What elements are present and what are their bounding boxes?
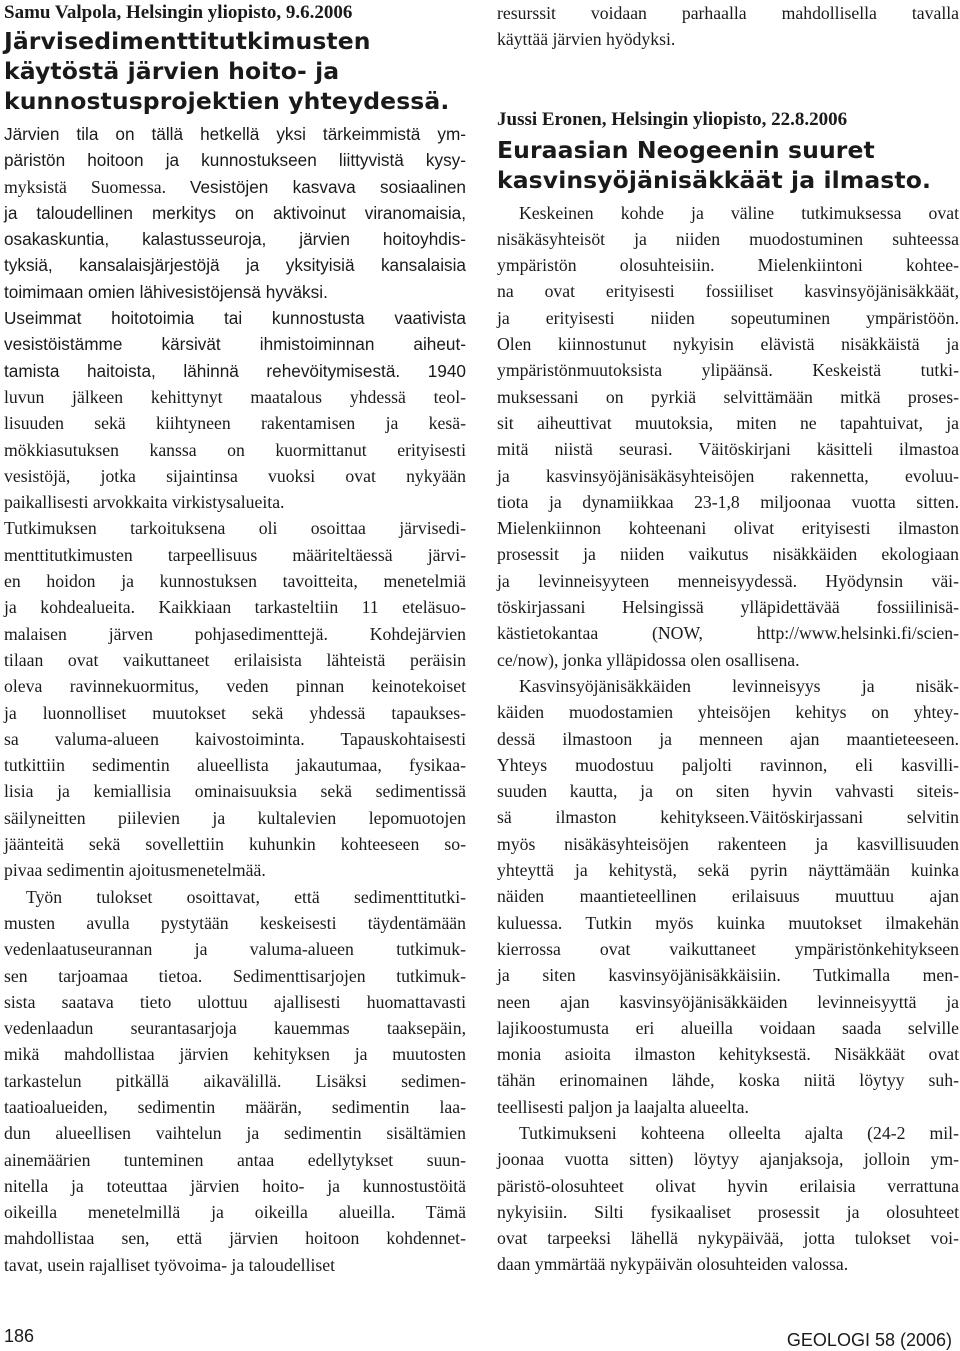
text-line: mitä niistä seurasi. Väitöskirjani käsitteli ilmastoa — [497, 439, 959, 460]
text-line: kierrossa ovat vaikuttaneet ympäristönkehitykseen — [497, 938, 959, 959]
text-line: daan ymmärtää nykypäivän olosuhteiden valossa. — [497, 1254, 849, 1275]
text-line: suuden kautta, ja on siten hyvin vahvasti siteis- — [497, 781, 959, 802]
text-line: lisia ja kemiallisia ominaisuuksia sekä sedimentissä — [4, 781, 466, 802]
text-line: tähän erinomainen lähde, koska niitä löytyy suh- — [497, 1070, 959, 1091]
text-line: taatioalueiden, sedimentin määrän, sedimentin laa- — [4, 1096, 466, 1117]
left-title-line: käytöstä järvien hoito- ja — [4, 57, 340, 85]
text-line: en hoidon ja kunnostuksen tavoitteita, menetelmiä — [4, 571, 466, 592]
right-article-byline: Jussi Eronen, Helsingin yliopisto, 22.8.2006 — [497, 108, 848, 130]
text-line: monia asioita ilmaston kehityksestä. Nisäkkäät ovat — [497, 1044, 959, 1065]
text-line: mökkiasutuksen kanssa on kuormittanut erityisesti — [4, 439, 466, 460]
text-line: teellisesti paljon ja laajalta alueelta. — [497, 1096, 749, 1117]
text-line: luvun jälkeen kehittynyt maatalous yhdessä teol- — [4, 386, 466, 407]
right-article-body — [497, 200, 959, 1278]
left-title-line: kunnostusprojektien yhteydessä. — [4, 87, 450, 115]
right-column — [497, 0, 959, 1278]
text-line: käiden muodostamien yhteisöjen kehitys on yhtey- — [497, 702, 959, 723]
text-line: Tutkimuksen tarkoituksena oli osoittaa järvisedi- — [4, 518, 466, 539]
text-line: ympäristönmuutoksista ylipäänsä. Keskeistä tutki- — [497, 360, 959, 381]
text-line: säilyneitten piilevien ja kultalevien lepomuotojen — [4, 807, 466, 828]
body-paragraph — [4, 121, 466, 305]
body-paragraph — [4, 515, 466, 883]
section-spacer — [497, 53, 959, 107]
text-line: lisuuden sekä kiihtyneen rakentamisen ja kesä- — [4, 413, 466, 434]
text-line: na ovat erityisesti fossiiliset kasvinsyöjänisäkkäät, — [497, 281, 959, 302]
text-line: nykyisiin. Silti fysikaaliset prosessit ja olosuhteet — [497, 1201, 959, 1222]
text-line: toimimaan omien lähivesistöjensä hyväksi. — [4, 281, 328, 302]
text-line: Kasvinsyöjänisäkkäiden levinneisyys ja nisäk- — [519, 675, 959, 696]
text-line: tiota ja dynamiikkaa 23-1,8 miljoonaa vuotta sitten. — [497, 491, 959, 512]
text-line: lajikoostumusta eri alueilla voidaan saada selville — [497, 1017, 959, 1038]
text-line: paikallisesti arvokkaita virkistysalueita. — [4, 492, 285, 513]
text-line: vedenlaadun seurantasarjoja kauemmas taaksepäin, — [4, 1018, 466, 1039]
text-line: vesistöjä, jotka sijaintinsa vuoksi ovat nykyään — [4, 465, 466, 486]
text-line: Useimmat hoitotoimia tai kunnostusta vaativista — [4, 308, 466, 329]
text-line: ja erityisesti niiden sopeutuminen ympäristöön. — [497, 307, 959, 328]
text-line: nisäkäsyhteisöt ja niiden muodostuminen suhteessa — [497, 228, 959, 249]
text-line: käyttää järvien hyödyksi. — [497, 29, 676, 50]
text-line: Yhteys muodostuu paljolti ravinnon, eli kasvilli- — [497, 754, 959, 775]
text-line: tarkastelun pitkällä aikavälillä. Lisäksi sedimen- — [4, 1070, 466, 1091]
right-title-line: kasvinsyöjänisäkkäät ja ilmasto. — [497, 165, 932, 194]
text-line: ympäristön olosuhteisiin. Mielenkiintoni kohtee- — [497, 255, 959, 276]
text-line: prosessit ja niiden vaikutus nisäkkäiden ekologiaan — [497, 544, 959, 565]
text-line: oikeilla menetelmillä ja oikeilla alueilla. Tämä — [4, 1202, 466, 1223]
text-line: dessä ilmastoon ja menneen ajan maantieteeseen. — [497, 728, 959, 749]
text-line: kuluessa. Tutkin myös kuinka muutokset ilmakehän — [497, 912, 959, 933]
text-line: tilaan ovat vaikuttaneet erilaisista lähteistä peräisin — [4, 649, 466, 670]
text-line: oleva ravinnekuormitus, veden pinnan keinotekoiset — [4, 676, 466, 697]
body-paragraph — [497, 1120, 959, 1278]
text-line: Työn tulokset osoittavat, että sedimenttitutki- — [26, 886, 466, 907]
text-line: vedenlaatuseurannan ja valuma-alueen tutkimuk- — [4, 939, 466, 960]
body-paragraph — [4, 305, 466, 515]
text-line: ja kohdealueita. Kaikkiaan tarkasteltiin 11 eteläsuo- — [4, 597, 466, 618]
left-column — [4, 0, 466, 1278]
text-line: Mielenkiinnon kohteenani olivat erityisesti ilmaston — [497, 518, 959, 539]
text-line: päristön hoitoon ja kunnostukseen liittyvistä kysy- — [4, 150, 466, 171]
text-line: ovat tarpeeksi lähellä nykypäivää, jotta tulokset voi- — [497, 1228, 959, 1249]
text-line: dun alueellisen vaihtelun ja sedimentin sisältämien — [4, 1123, 466, 1144]
text-line: myksistä Suomessa. Vesistöjen kasvava sosiaalinen — [4, 176, 466, 197]
text-line: sä ilmaston kehitykseen.Väitöskirjassani selvitin — [497, 807, 959, 828]
text-line: myös nisäkäsyhteisöjen rakenteen ja kasvillisuuden — [497, 833, 959, 854]
text-line: päristö-olosuhteet olivat hyvin erilaisia verrattuna — [497, 1175, 959, 1196]
right-article-title — [497, 135, 959, 195]
right-continuation-paragraph — [497, 0, 959, 53]
text-line: Keskeinen kohde ja väline tutkimuksessa ovat — [519, 202, 959, 223]
text-line: sen tarjoamaa tietoa. Sedimenttisarjojen tutkimuk- — [4, 965, 466, 986]
text-line: musten avulla pystytään keskeisesti täydentämään — [4, 912, 466, 933]
text-line: sa valuma-alueen kaivostoiminta. Tapauskohtaisesti — [4, 728, 466, 749]
text-line: ja levinneisyyteen menneisyydessä. Hyödynsin väi- — [497, 570, 959, 591]
text-line: vesistöistämme kärsivät ihmistoiminnan aiheut- — [4, 334, 466, 355]
left-article-title — [4, 26, 466, 116]
text-line: kästietokantaa (NOW, http://www.helsinki.fi/scien- — [497, 623, 959, 644]
text-line: tamista haitoista, lähinnä rehevöitymisestä. 1940 — [4, 360, 466, 381]
text-line: ainemäärien tunteminen antaa edellytykset suun- — [4, 1149, 466, 1170]
left-article-body — [4, 121, 466, 1278]
page-number: 186 — [4, 1326, 35, 1346]
text-line: sit aiheuttivat muutoksia, miten ne tapahtuivat, ja — [497, 412, 959, 433]
text-line: Järvien tila on tällä hetkellä yksi tärkeimmistä ym- — [4, 124, 466, 144]
text-line: sista saatava tieto ulottuu ajallisesti huomattavasti — [4, 991, 466, 1012]
text-line: ce/now), jonka ylläpidossa olen osallisena. — [497, 649, 800, 670]
text-line: yhteyttä ja kehitystä, sekä pyrin näyttämään kuinka — [497, 860, 959, 881]
text-line: nitella ja toteuttaa järvien hoito- ja kunnostustöitä — [4, 1175, 466, 1196]
body-paragraph — [497, 200, 959, 673]
text-line: ja siten kasvinsyöjänisäkkäisiin. Tutkimalla men- — [497, 965, 959, 986]
text-line: ja luonnolliset muutokset sekä yhdessä tapaukses- — [4, 702, 466, 723]
body-paragraph — [4, 884, 466, 1278]
text-line: ja taloudellinen merkitys on aktivoinut viranomaisia, — [4, 202, 466, 223]
text-line: muksessani on pyrkiä selvittämään mitkä proses- — [497, 386, 959, 407]
left-article-byline: Samu Valpola, Helsingin yliopisto, 9.6.2006 — [4, 2, 353, 23]
journal-name: GEOLOGI 58 (2006) — [786, 1330, 952, 1350]
text-line: Tutkimukseni kohteena olleelta ajalta (24-2 mil- — [519, 1122, 959, 1143]
text-line: resurssit voidaan parhaalla mahdollisella tavalla — [497, 3, 959, 23]
text-line: jäänteitä sekä sovellettiin kuhunkin kohteeseen so- — [4, 834, 466, 855]
text-line: tavat, usein rajalliset työvoima- ja taloudelliset — [4, 1254, 336, 1275]
text-line: mahdollistaa sen, että järvien hoitoon kohdennet- — [4, 1228, 466, 1249]
text-line: menttitutkimusten tarpeellisuus määriteltäessä järvi- — [4, 544, 466, 565]
text-line: töskirjassani Helsingissä ylläpidettävää fossiilinisä- — [497, 597, 959, 618]
text-line: Olen kiinnostunut nykyisin elävistä nisäkkäistä ja — [497, 334, 959, 355]
text-line: osakaskuntia, kalastusseuroja, järvien hoitoyhdis- — [4, 229, 466, 250]
text-line: pivaa sedimentin ajoitusmenetelmää. — [4, 860, 266, 881]
text-line: malaisen järven pohjasedimenttejä. Kohdejärvien — [4, 623, 466, 644]
left-title-line: Järvisedimenttitutkimusten — [4, 27, 371, 55]
text-line: joonaa vuotta sitten) löytyy ajanjaksoja, jolloin ym- — [497, 1149, 959, 1170]
right-title-line: Euraasian Neogeenin suuret — [497, 135, 875, 164]
body-paragraph — [497, 673, 959, 1120]
text-line: ja kasvinsyöjänisäkäsyhteisöjen rakennetta, evoluu- — [497, 465, 959, 486]
text-line: tutkittiin sedimentin alueellista jakautumaa, fysikaa- — [4, 755, 466, 776]
text-line: tyksiä, kansalaisjärjestöjä ja yksityisiä kansalaisia — [4, 255, 466, 276]
text-line: neen ajan kasvinsyöjänisäkkäiden levinneisyyttä ja — [497, 991, 959, 1012]
text-line: näiden maantieteellinen erilaisuus muuttuu ajan — [497, 886, 959, 907]
text-line: mikä mahdollistaa järvien kehityksen ja muutosten — [4, 1044, 466, 1065]
